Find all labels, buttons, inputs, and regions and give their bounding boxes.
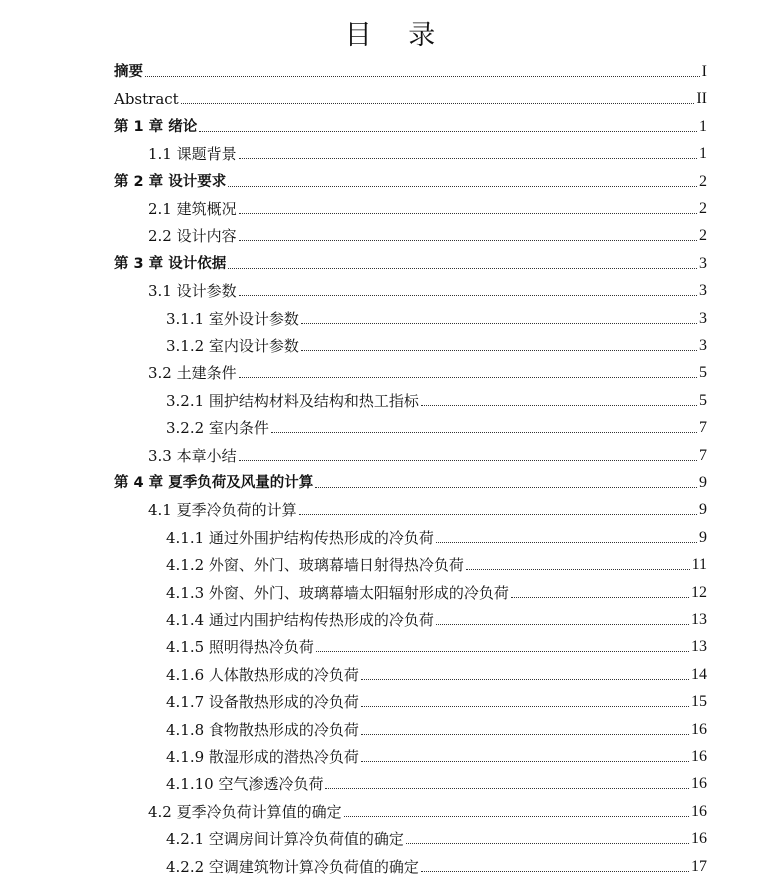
toc-entry[interactable] bbox=[148, 494, 707, 520]
dot-leader bbox=[299, 514, 697, 515]
toc-entry-page-number: 13 bbox=[691, 611, 707, 628]
toc-entry[interactable] bbox=[166, 577, 707, 603]
toc-entry-page-number: 9 bbox=[699, 474, 707, 491]
toc-entry-page-number: 2 bbox=[699, 227, 707, 245]
toc-entry-page-number: 16 bbox=[691, 720, 707, 738]
toc-entry-page-number: 14 bbox=[691, 665, 707, 683]
toc-entry-page-number: I bbox=[701, 63, 707, 80]
toc-entry-label: 第 3 章 设计依据 bbox=[114, 255, 227, 272]
toc-entry[interactable] bbox=[166, 741, 707, 767]
toc-entry[interactable] bbox=[114, 166, 707, 192]
dot-leader bbox=[181, 103, 695, 104]
dot-leader bbox=[301, 323, 697, 324]
dot-leader bbox=[361, 761, 689, 762]
toc-entry[interactable] bbox=[148, 440, 707, 466]
toc-entry-label: 第 2 章 设计要求 bbox=[114, 173, 227, 190]
toc-entry-page-number: II bbox=[696, 90, 707, 108]
dot-leader bbox=[325, 788, 689, 789]
toc-entry-page-number: 5 bbox=[699, 364, 707, 382]
toc-entry[interactable] bbox=[114, 56, 707, 82]
dot-leader bbox=[145, 76, 700, 77]
dot-leader bbox=[344, 816, 689, 817]
toc-entry-page-number: 5 bbox=[699, 391, 707, 409]
dot-leader bbox=[301, 350, 697, 351]
toc-entry-page-number: 3 bbox=[699, 337, 707, 354]
toc-entry-label: 4.1.3 外窗、外门、玻璃幕墙太阳辐射形成的冷负荷 bbox=[166, 583, 509, 602]
toc-entry-label: 3.2 土建条件 bbox=[148, 364, 237, 383]
toc-entry-label: 1.1 课题背景 bbox=[148, 145, 237, 164]
toc-entry[interactable] bbox=[114, 83, 707, 109]
dot-leader bbox=[361, 706, 689, 707]
toc-entry[interactable] bbox=[166, 659, 707, 685]
dot-leader bbox=[315, 487, 697, 488]
dot-leader bbox=[436, 542, 697, 543]
toc-entry-page-number: 17 bbox=[691, 857, 707, 875]
toc-entry-page-number: 16 bbox=[691, 775, 707, 793]
toc-entry-label: 3.1 设计参数 bbox=[148, 282, 237, 301]
toc-entry-page-number: 2 bbox=[699, 172, 707, 190]
toc-entry[interactable] bbox=[166, 385, 707, 411]
toc-entry[interactable] bbox=[166, 522, 707, 548]
toc-entry-label: 4.1.6 人体散热形成的冷负荷 bbox=[166, 665, 359, 684]
dot-leader bbox=[361, 734, 689, 735]
toc-entry[interactable] bbox=[114, 248, 707, 274]
toc-entry[interactable] bbox=[148, 220, 707, 246]
toc-entry-page-number: 16 bbox=[691, 748, 707, 765]
toc-entry-page-number: 16 bbox=[691, 830, 707, 848]
dot-leader bbox=[228, 268, 697, 269]
toc-entry-page-number: 3 bbox=[699, 282, 707, 300]
dot-leader bbox=[421, 871, 689, 872]
toc-entry[interactable] bbox=[114, 467, 707, 493]
toc-entry-label: 3.1.1 室外设计参数 bbox=[166, 309, 299, 328]
toc-entry-page-number: 1 bbox=[699, 145, 707, 163]
dot-leader bbox=[271, 432, 697, 433]
toc-entry[interactable] bbox=[148, 275, 707, 301]
dot-leader bbox=[421, 405, 697, 406]
toc-entry[interactable] bbox=[166, 714, 707, 740]
dot-leader bbox=[511, 597, 689, 598]
toc-entry[interactable] bbox=[114, 111, 707, 137]
toc-entry-label: 4.2.1 空调房间计算冷负荷值的确定 bbox=[166, 830, 404, 849]
toc-entry-label: 3.2.1 围护结构材料及结构和热工指标 bbox=[166, 391, 419, 410]
toc-entry[interactable] bbox=[148, 138, 707, 164]
toc-entry[interactable] bbox=[148, 357, 707, 383]
toc-entry-page-number: 7 bbox=[699, 419, 707, 437]
dot-leader bbox=[406, 843, 689, 844]
toc-entry-label: 4.1.5 照明得热冷负荷 bbox=[166, 638, 314, 657]
toc-entry-page-number: 7 bbox=[699, 446, 707, 464]
toc-entry[interactable] bbox=[166, 823, 707, 849]
dot-leader bbox=[436, 624, 689, 625]
dot-leader bbox=[239, 213, 697, 214]
dot-leader bbox=[466, 569, 690, 570]
toc-entry-label: 4.1.9 散湿形成的潜热冷负荷 bbox=[166, 748, 359, 766]
dot-leader bbox=[199, 131, 697, 132]
toc-entry-label: 3.2.2 室内条件 bbox=[166, 419, 269, 438]
toc-entry-label: 第 4 章 夏季负荷及风量的计算 bbox=[114, 475, 314, 491]
toc-entry-label: 4.1.1 通过外围护结构传热形成的冷负荷 bbox=[166, 528, 434, 547]
toc-entry[interactable] bbox=[166, 303, 707, 329]
toc-entry-page-number: 3 bbox=[699, 254, 707, 272]
toc-entry-label: 摘要 bbox=[114, 64, 143, 80]
dot-leader bbox=[239, 158, 697, 159]
toc-entry-page-number: 2 bbox=[699, 200, 707, 217]
toc-entry[interactable] bbox=[166, 686, 707, 712]
toc-entry[interactable] bbox=[166, 851, 707, 877]
toc-entry-page-number: 11 bbox=[691, 556, 707, 574]
toc-entry-label: 4.1.8 食物散热形成的冷负荷 bbox=[166, 720, 359, 739]
dot-leader bbox=[239, 460, 697, 461]
dot-leader bbox=[239, 295, 697, 296]
dot-leader bbox=[239, 377, 697, 378]
toc-entry[interactable] bbox=[166, 412, 707, 438]
toc-entry-label: 4.1.10 空气渗透冷负荷 bbox=[166, 775, 324, 794]
toc-entry-page-number: 9 bbox=[699, 528, 707, 546]
toc-entry-page-number: 13 bbox=[691, 638, 707, 656]
toc-entry-page-number: 15 bbox=[691, 693, 707, 711]
toc-entry-label: 4.1.2 外窗、外门、玻璃幕墙日射得热冷负荷 bbox=[166, 556, 464, 575]
toc-entry-page-number: 9 bbox=[699, 501, 707, 519]
toc-entry-label: Abstract bbox=[114, 90, 179, 109]
toc-entry[interactable] bbox=[166, 330, 707, 356]
toc-entry-label: 4.1.7 设备散热形成的冷负荷 bbox=[166, 693, 359, 712]
toc-entry[interactable] bbox=[148, 796, 707, 822]
toc-entry-label: 第 1 章 绪论 bbox=[114, 118, 198, 135]
toc-entry[interactable] bbox=[166, 549, 707, 575]
toc-entry[interactable] bbox=[166, 631, 707, 657]
page-title: 目 录 bbox=[344, 20, 450, 51]
toc-entry-page-number: 1 bbox=[699, 117, 707, 135]
toc-entry-label: 4.2 夏季冷负荷计算值的确定 bbox=[148, 802, 342, 821]
toc-entry-page-number: 3 bbox=[699, 309, 707, 327]
toc-entry-label: 4.2.2 空调建筑物计算冷负荷值的确定 bbox=[166, 857, 419, 876]
toc-entry-label: 3.3 本章小结 bbox=[148, 446, 237, 465]
toc-entry[interactable] bbox=[166, 768, 707, 794]
dot-leader bbox=[228, 186, 697, 187]
toc-entry-label: 4.1 夏季冷负荷的计算 bbox=[148, 501, 297, 520]
toc-entry-label: 4.1.4 通过内围护结构传热形成的冷负荷 bbox=[166, 611, 434, 629]
toc-entry-page-number: 16 bbox=[691, 802, 707, 820]
toc-entry[interactable] bbox=[148, 193, 707, 219]
toc-entry[interactable] bbox=[166, 604, 707, 630]
dot-leader bbox=[316, 651, 689, 652]
toc-entry-label: 2.2 设计内容 bbox=[148, 227, 237, 246]
toc-entry-page-number: 12 bbox=[691, 583, 707, 601]
toc-entry-label: 2.1 建筑概况 bbox=[148, 200, 237, 218]
dot-leader bbox=[361, 679, 689, 680]
toc-entry-label: 3.1.2 室内设计参数 bbox=[166, 337, 299, 355]
dot-leader bbox=[239, 240, 697, 241]
